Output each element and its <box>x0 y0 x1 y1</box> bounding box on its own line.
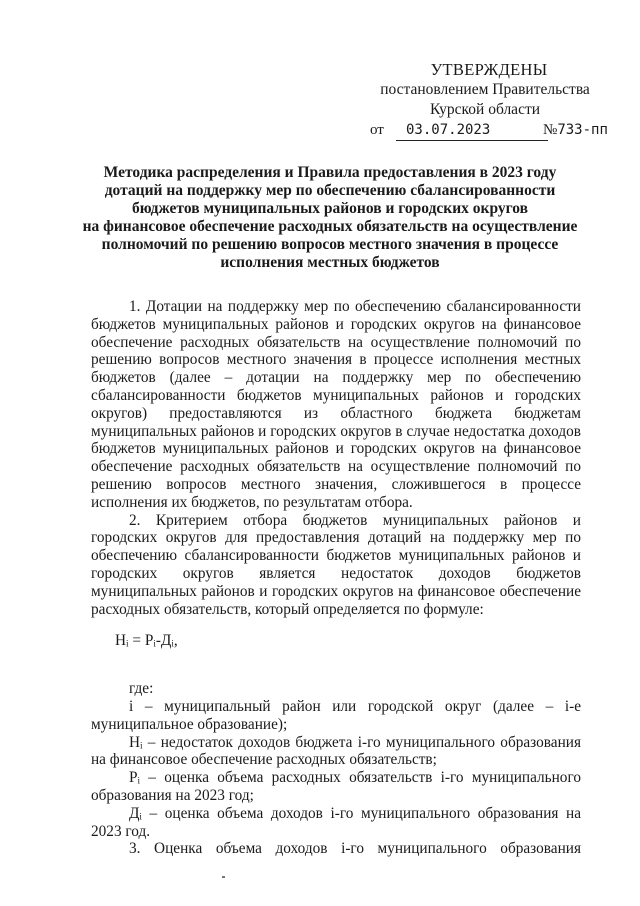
approval-date: 03.07.2023 <box>396 120 548 141</box>
date-prefix: от <box>370 122 384 138</box>
approval-stamp <box>360 60 610 142</box>
document-body <box>91 298 581 858</box>
title-line-2: дотаций на поддержку мер по обеспечению сбалансированности <box>104 182 556 199</box>
definition-d: Дᵢ – оценка объема доходов i-го муниципального образования на 2023 год. <box>91 804 581 840</box>
title-line-1: Методика распределения и Правила предоставления в 2023 году <box>103 164 557 181</box>
approval-title: УТВЕРЖДЕНЫ <box>430 60 548 79</box>
paragraph-1: 1. Дотации на поддержку мер по обеспечению сбалансированности бюджетов муниципальных районов и городских округов на финансовое обеспечение расходных обязательств на осуществление полномочий по решению вопросов местного значения в процессе исполнения местных бюджетов (далее – дотации на поддержку мер по обеспечению сбалансированности бюджетов муниципальных районов и городских округов) предоставляются из областного бюджета бюджетам муниципальных районов и городских округов в случае недостатка доходов бюджетов муниципальных районов и городских округов на финансовое обеспечение расходных обязательств на осуществление полномочий по решению вопросов местного значения, сложившегося в процессе исполнения их бюджетов, по результатам отбора. <box>91 298 581 511</box>
where-label: где: <box>129 680 154 698</box>
approval-line-2: Курской области <box>429 101 541 118</box>
document-title <box>80 164 580 272</box>
approval-date-line <box>360 120 610 142</box>
formula: Нᵢ = Рᵢ-Дᵢ, <box>115 632 178 650</box>
definition-i: i – муниципальный район или городской округ (далее – i-е муниципальное образование); <box>91 697 581 733</box>
definition-r: Рᵢ – оценка объема расходных обязательств i-го муниципального образования на 2023 год; <box>91 769 581 804</box>
definition-n: Нᵢ – недостаток доходов бюджета i-го муниципального образования на финансовое обеспечение расходных обязательств; <box>91 733 581 769</box>
paragraph-2: 2. Критерием отбора бюджетов муниципальных районов и городских округов для предоставления дотаций на поддержку мер по обеспечению сбалансированности бюджетов муниципальных районов и городских округов является недостаток доходов бюджетов муниципальных районов и городских округов на финансовое обеспечение расходных обязательств, который определяется по формуле: <box>91 511 581 618</box>
title-line-3: бюджетов муниципальных районов и городских округов <box>131 200 529 217</box>
approval-line-1: постановлением Правительства <box>380 81 590 98</box>
title-line-6: исполнения местных бюджетов <box>220 254 440 271</box>
scan-speck <box>222 876 225 878</box>
number-value: 733-пп <box>557 122 608 138</box>
title-line-5: полномочий по решению вопросов местного значения в процессе <box>101 236 559 253</box>
title-line-4: на финансовое обеспечение расходных обязательств на осуществление <box>82 218 578 235</box>
number-prefix: № <box>543 122 558 138</box>
paragraph-3: 3. Оценка объема доходов i-го муниципального образования <box>129 840 581 858</box>
approval-number <box>543 120 608 140</box>
